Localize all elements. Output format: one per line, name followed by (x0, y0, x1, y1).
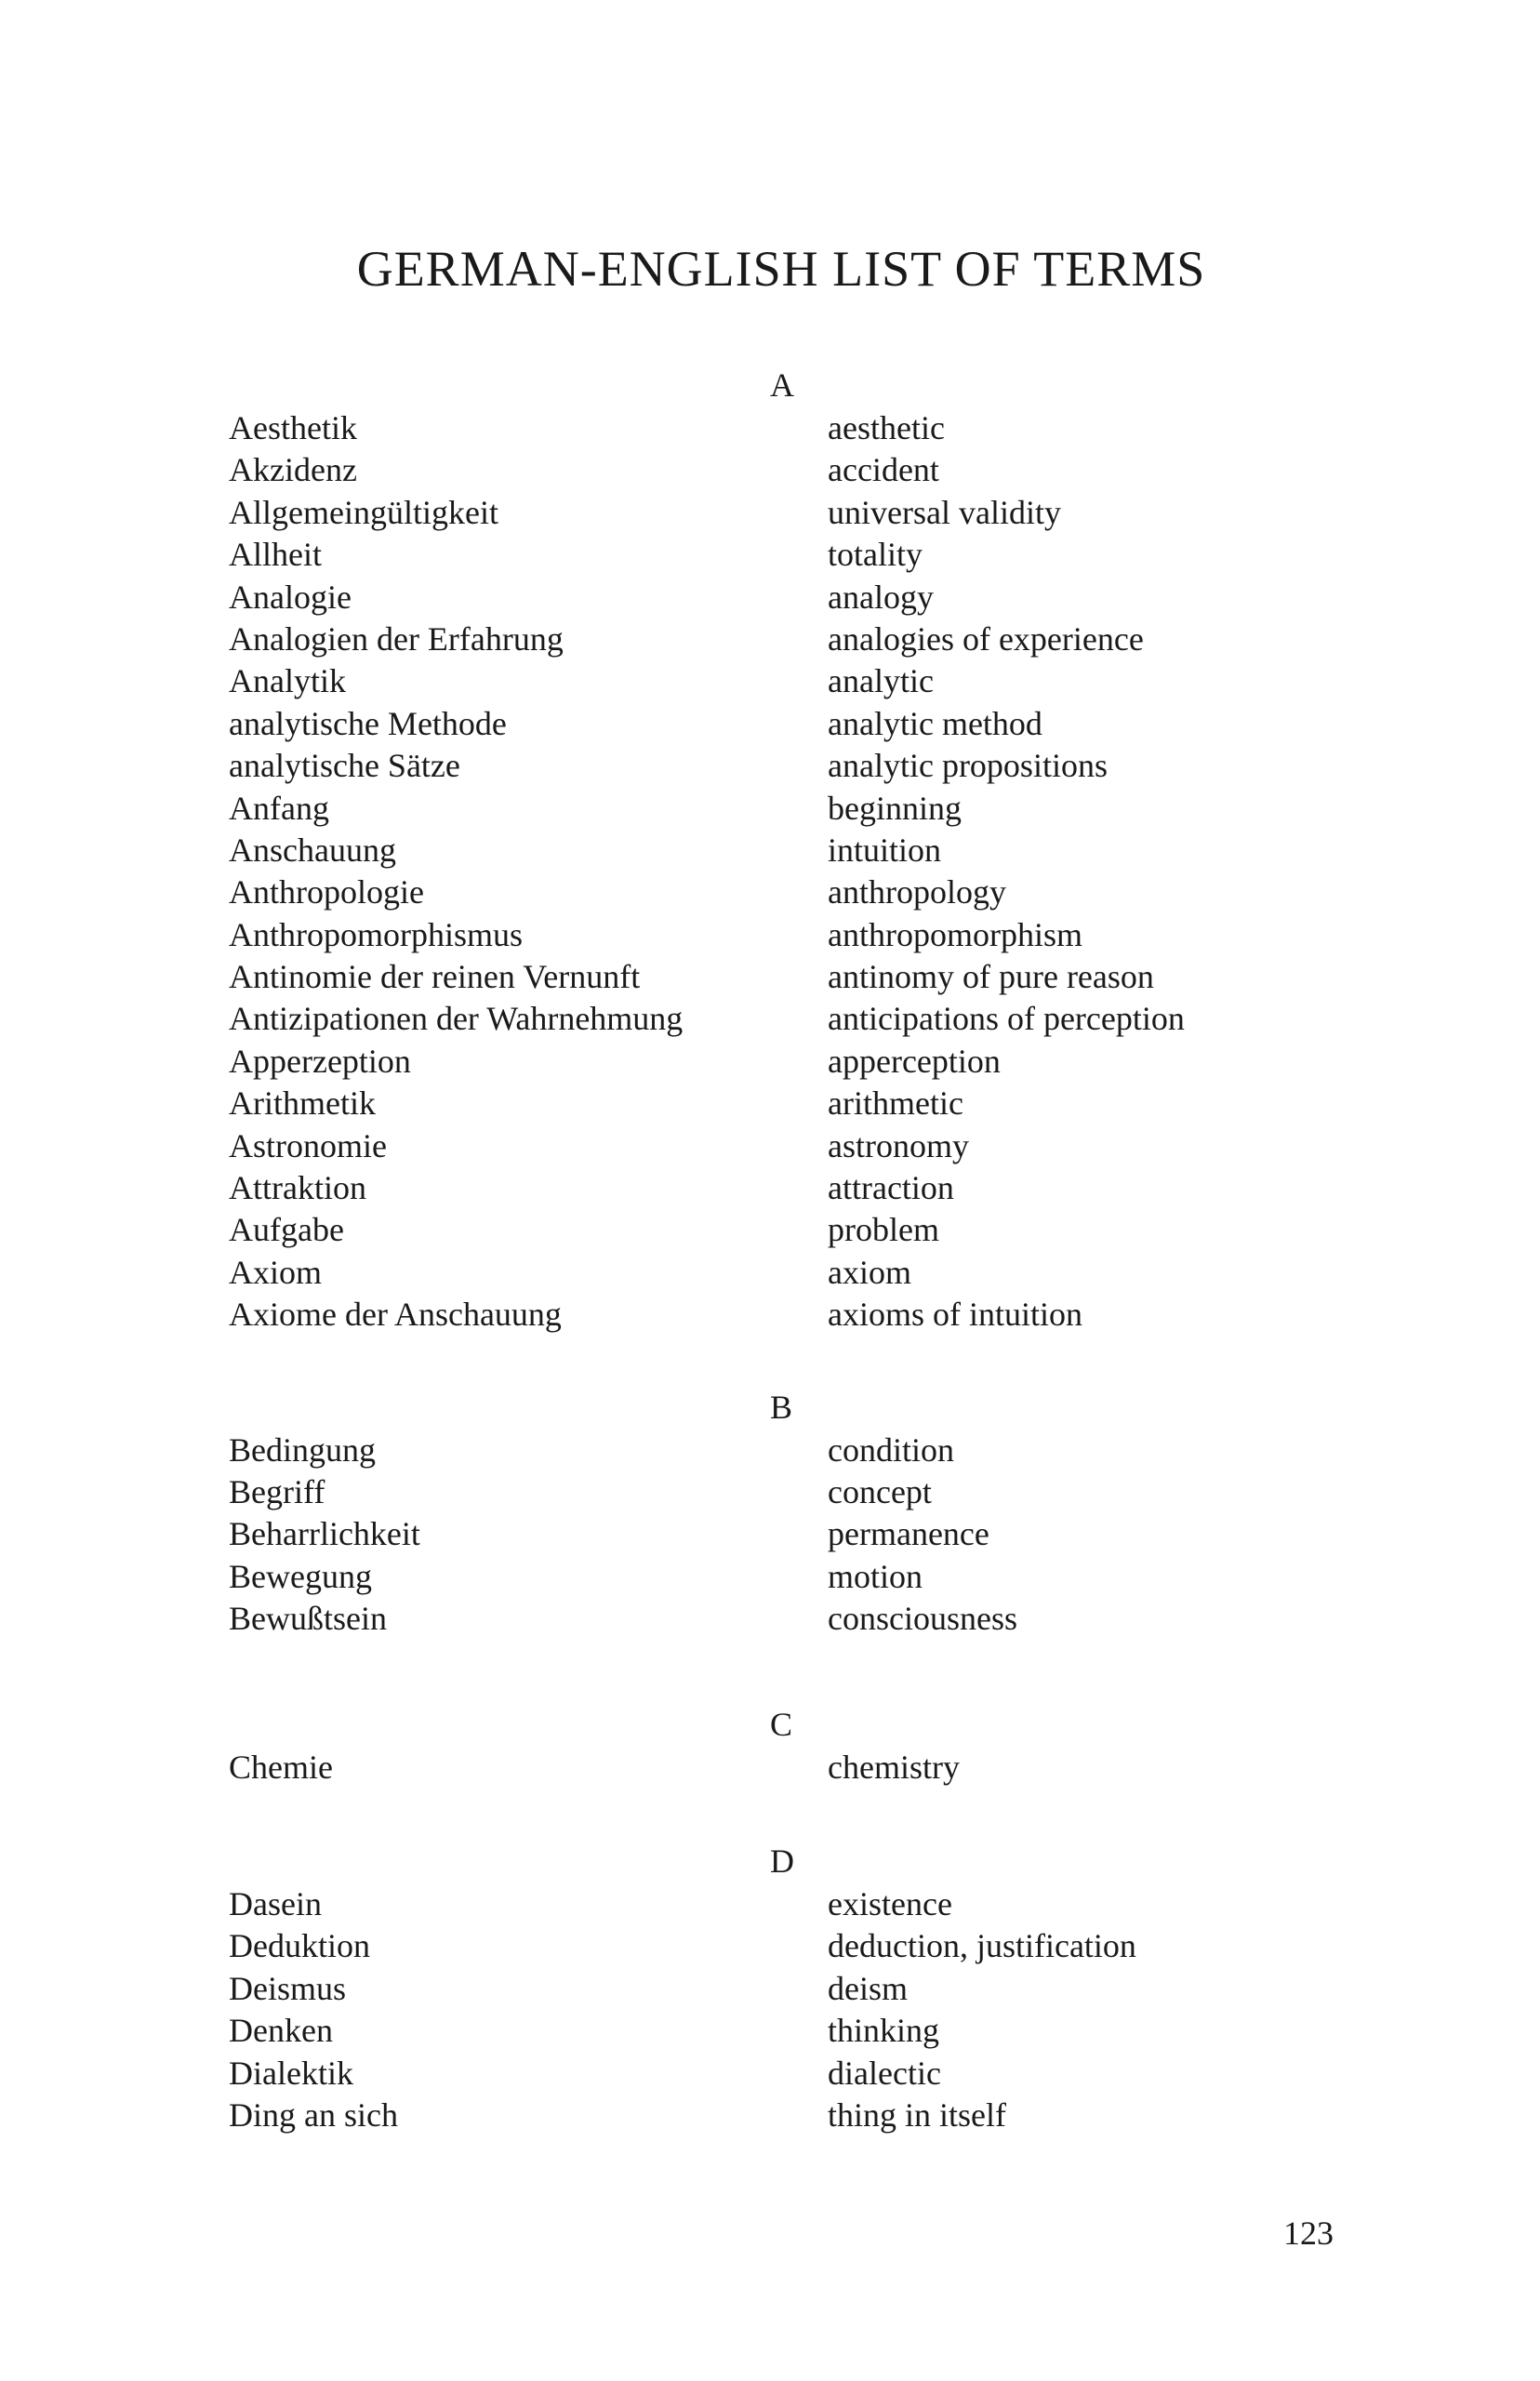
english-term: totality (828, 536, 923, 574)
english-term: anthropomorphism (828, 915, 1082, 953)
section-spacer (229, 1641, 1308, 1702)
list-item (229, 956, 1308, 998)
list-item (229, 1430, 1308, 1471)
english-term: intuition (828, 831, 942, 869)
section-spacer (229, 1337, 1308, 1385)
german-term: Deismus (229, 1969, 346, 2007)
section-b (229, 1385, 1308, 1641)
section-a (229, 363, 1308, 1337)
german-term: Beharrlichkeit (229, 1515, 420, 1553)
english-term: aesthetic (828, 409, 945, 446)
german-term: Akzidenz (229, 451, 357, 489)
english-term: anthropology (828, 873, 1006, 911)
list-item (229, 1747, 1308, 1789)
list-item (229, 2095, 1308, 2136)
letter-heading-d: D (770, 1842, 794, 1880)
section-d (229, 1839, 1308, 2136)
german-term: Attraktion (229, 1169, 366, 1207)
list-item (229, 1556, 1308, 1598)
german-term: Astronomie (229, 1126, 387, 1164)
list-item (229, 1471, 1308, 1513)
list-item (229, 449, 1308, 491)
list-item (229, 407, 1308, 449)
list-item (229, 2053, 1308, 2095)
list-item (229, 492, 1308, 534)
english-term: consciousness (828, 1600, 1017, 1638)
german-term: Allgemeingültigkeit (229, 493, 498, 531)
german-term: analytische Methode (229, 704, 507, 742)
letter-heading-b: B (770, 1388, 793, 1426)
section-spacer (229, 1789, 1308, 1839)
list-item (229, 1252, 1308, 1294)
list-item (229, 871, 1308, 913)
english-term: permanence (828, 1515, 989, 1553)
list-item (229, 788, 1308, 830)
english-term: antinomy of pure reason (828, 958, 1154, 996)
german-term: Analytik (229, 662, 346, 700)
english-term: deism (828, 1969, 908, 2007)
list-item (229, 998, 1308, 1040)
german-term: Anthropomorphismus (229, 915, 524, 953)
english-term: arithmetic (828, 1084, 963, 1123)
english-term: analogies of experience (828, 619, 1144, 658)
german-term: Bewegung (229, 1557, 372, 1595)
german-term: Aufgabe (229, 1211, 344, 1249)
english-term: chemistry (828, 1748, 960, 1786)
english-term: deduction, justification (828, 1927, 1136, 1965)
english-term: universal validity (828, 493, 1061, 531)
german-term: Dasein (229, 1884, 322, 1922)
list-item (229, 1925, 1308, 1967)
german-term: Bedingung (229, 1430, 376, 1469)
german-term: Axiome der Anschauung (229, 1296, 562, 1334)
german-term: analytische Sätze (229, 747, 460, 785)
english-term: analogy (828, 578, 934, 616)
section-c (229, 1702, 1308, 1789)
list-item (229, 1968, 1308, 2010)
english-term: concept (828, 1472, 932, 1510)
german-term: Begriff (229, 1472, 325, 1510)
english-term: analytic method (828, 704, 1042, 742)
english-term: attraction (828, 1169, 954, 1207)
english-term: analytic propositions (828, 747, 1108, 785)
german-term: Anfang (229, 789, 329, 827)
german-term: Axiom (229, 1253, 323, 1291)
list-item (229, 1209, 1308, 1251)
german-term: Chemie (229, 1748, 333, 1786)
english-term: thing in itself (828, 2095, 1006, 2134)
english-term: astronomy (828, 1126, 969, 1164)
glossary (229, 363, 1308, 2136)
english-term: motion (828, 1557, 923, 1595)
german-term: Deduktion (229, 1927, 370, 1965)
german-term: Allheit (229, 536, 322, 574)
list-item (229, 660, 1308, 702)
list-item (229, 1513, 1308, 1555)
english-term: existence (828, 1884, 952, 1922)
list-item (229, 577, 1308, 619)
german-term: Bewußtsein (229, 1600, 387, 1638)
german-term: Aesthetik (229, 409, 357, 446)
page-number: 123 (1283, 2215, 1334, 2252)
english-term: anticipations of perception (828, 1000, 1185, 1038)
german-term: Analogie (229, 578, 352, 616)
letter-heading-a: A (770, 366, 794, 404)
list-item (229, 2010, 1308, 2052)
german-term: Anschauung (229, 831, 396, 869)
english-term: beginning (828, 789, 962, 827)
list-item (229, 1598, 1308, 1640)
list-item (229, 1883, 1308, 1925)
page-title: GERMAN-ENGLISH LIST OF TERMS (356, 241, 1206, 297)
list-item (229, 1125, 1308, 1167)
list-item (229, 1167, 1308, 1209)
list-item (229, 745, 1308, 787)
list-item (229, 914, 1308, 956)
english-term: accident (828, 451, 939, 489)
english-term: axioms of intuition (828, 1296, 1082, 1334)
english-term: condition (828, 1430, 954, 1469)
english-term: dialectic (828, 2054, 941, 2092)
list-item (229, 1294, 1308, 1336)
english-term: problem (828, 1211, 939, 1249)
german-term: Anthropologie (229, 873, 424, 911)
english-term: thinking (828, 2012, 940, 2050)
letter-heading-c: C (770, 1705, 793, 1743)
english-term: axiom (828, 1253, 911, 1291)
german-term: Apperzeption (229, 1042, 411, 1080)
german-term: Ding an sich (229, 2095, 398, 2134)
list-item (229, 703, 1308, 745)
german-term: Antinomie der reinen Vernunft (229, 958, 641, 996)
german-term: Dialektik (229, 2054, 353, 2092)
list-item (229, 1041, 1308, 1083)
german-term: Antizipationen der Wahrnehmung (229, 1000, 684, 1038)
list-item (229, 534, 1308, 576)
list-item (229, 1083, 1308, 1124)
english-term: analytic (828, 662, 934, 700)
list-item (229, 830, 1308, 871)
list-item (229, 619, 1308, 660)
german-term: Arithmetik (229, 1084, 376, 1123)
german-term: Analogien der Erfahrung (229, 619, 564, 658)
german-term: Denken (229, 2012, 333, 2050)
english-term: apperception (828, 1042, 1001, 1080)
